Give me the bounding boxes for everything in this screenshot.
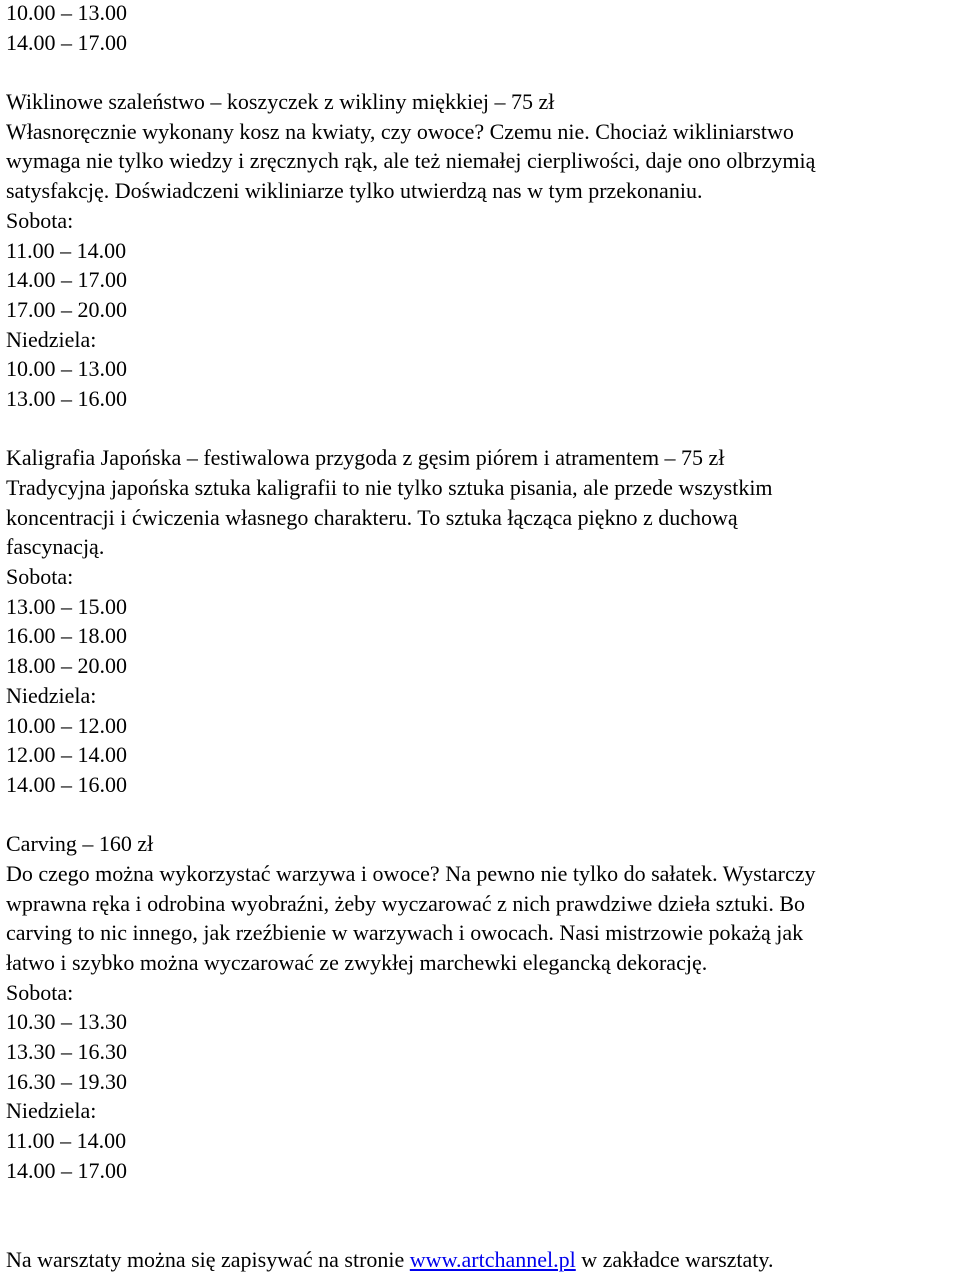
description-line: fascynacją.	[6, 534, 105, 560]
time-slot: 10.00 – 13.00	[6, 0, 127, 25]
footer-text-after: w zakładce warsztaty.	[575, 1246, 774, 1272]
saturday-label: Sobota:	[6, 979, 74, 1005]
description-line: łatwo i szybko można wyczarować ze zwykłej marchewki elegancką dekorację.	[6, 950, 708, 975]
time-slot: 13.30 – 16.30	[6, 1039, 127, 1065]
workshop-section	[6, 829, 956, 1185]
saturday-label: Sobota:	[6, 564, 74, 590]
sunday-label: Niedziela:	[6, 326, 97, 352]
sunday-label: Niedziela:	[6, 1098, 97, 1124]
time-slot: 16.30 – 19.30	[6, 1068, 127, 1094]
spacer	[6, 57, 956, 87]
time-slot: 11.00 – 14.00	[6, 237, 127, 263]
description-line: wprawna ręka i odrobina wyobraźni, żeby wyczarować z nich prawdziwe dzieła sztuki. Bo	[6, 890, 806, 916]
time-slot: 13.00 – 15.00	[6, 593, 127, 619]
document-page	[6, 0, 956, 1275]
workshop-title: Kaligrafia Japońska – festiwalowa przygoda z gęsim piórem i atramentem – 75 zł	[6, 445, 725, 471]
time-slot: 16.00 – 18.00	[6, 623, 127, 649]
spacer	[6, 1186, 956, 1245]
workshop-title: Wiklinowe szaleństwo – koszyczek z wikliny miękkiej – 75 zł	[6, 89, 555, 115]
time-slot: 13.00 – 16.00	[6, 385, 127, 411]
time-slot: 10.30 – 13.30	[6, 1009, 127, 1035]
description-line: Własnoręcznie wykonany kosz na kwiaty, czy owoce? Czemu nie. Chociaż wikliniarstwo	[6, 118, 794, 144]
description-line: wymaga nie tylko wiedzy i zręcznych rąk, ale też niemałej cierpliwości, daje ono olbrzymią	[6, 148, 816, 174]
workshop-section	[6, 87, 956, 414]
time-slot: 10.00 – 13.00	[6, 356, 127, 382]
time-slot: 18.00 – 20.00	[6, 653, 127, 679]
time-slot: 17.00 – 20.00	[6, 296, 127, 322]
artchannel-link[interactable]: www.artchannel.pl	[409, 1246, 576, 1272]
workshop-section	[6, 443, 956, 799]
workshop-title: Carving – 160 zł	[6, 831, 154, 857]
time-slot: 14.00 – 17.00	[6, 29, 127, 55]
time-slot: 12.00 – 14.00	[6, 742, 127, 768]
description-line: koncentracji i ćwiczenia własnego charakteru. To sztuka łącząca piękno z duchową	[6, 504, 738, 530]
signup-footer	[6, 1245, 956, 1275]
saturday-label: Sobota:	[6, 207, 74, 233]
description-line: Tradycyjna japońska sztuka kaligrafii to nie tylko sztuka pisania, ale przede wszystkim	[6, 475, 773, 500]
description-line: satysfakcję. Doświadczeni wikliniarze tylko utwierdzą nas w tym przekonaniu.	[6, 178, 703, 204]
time-slot: 11.00 – 14.00	[6, 1128, 127, 1154]
time-slot: 14.00 – 17.00	[6, 267, 127, 293]
spacer	[6, 800, 956, 830]
description-line: Do czego można wykorzystać warzywa i owoce? Na pewno nie tylko do sałatek. Wystarczy	[6, 860, 816, 886]
spacer	[6, 414, 956, 444]
time-slot: 10.00 – 12.00	[6, 712, 127, 738]
time-slot: 14.00 – 17.00	[6, 1157, 127, 1183]
description-line: carving to nic innego, jak rzeźbienie w warzywach i owocach. Nasi mistrzowie pokażą jak	[6, 920, 804, 946]
sunday-label: Niedziela:	[6, 682, 97, 708]
time-slot: 14.00 – 16.00	[6, 771, 127, 797]
footer-text-before: Na warsztaty można się zapisywać na stronie	[6, 1246, 410, 1272]
